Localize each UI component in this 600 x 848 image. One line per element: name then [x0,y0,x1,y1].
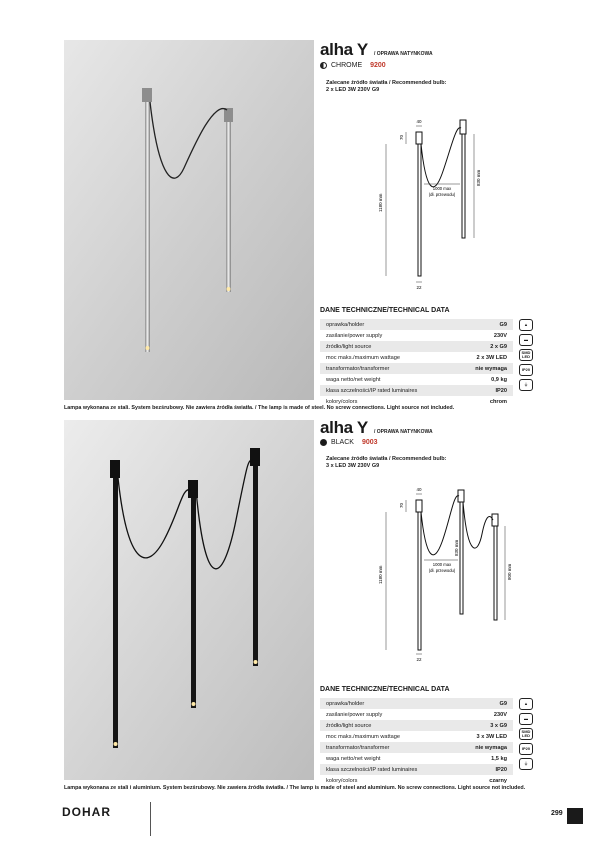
dim-cable-note: (dł. przewodu) [428,568,456,573]
mount-icon: ▲ [519,698,533,710]
table-row: waga netto/net weight 0,9 kg [326,376,507,383]
color-swatch-icon [320,62,327,69]
dim-cable-note: (dł. przewodu) [428,192,456,197]
dim-top: 40 [416,487,422,492]
table-row: oprawka/holder G9 [320,698,513,709]
product-type: / OPRAWA NATYNKOWA [373,51,433,57]
table-row: transformator/transformer nie wymaga [320,742,513,753]
technical-drawing [362,480,532,670]
tech-data-table [320,698,513,786]
footer-divider [150,802,151,836]
product-type: / OPRAWA NATYNKOWA [373,429,433,435]
table-row: kolory/colors czarny [326,777,507,784]
product-title: alha Y [320,40,368,59]
dim-left: 70 [399,502,404,508]
product-photo-black [64,420,314,780]
table-row: zasilanie/power supply 230V [326,711,507,718]
table-row: moc maks./maximum wattage 2 x 3W LED [326,354,507,361]
table-row: klasa szczelności/IP rated luminaires IP20 [320,764,513,775]
color-code: 9200 [370,62,386,69]
product-caption: Lampa wykonana ze stali. System bezśrubowy. Nie zawiera źródła światła. / The lamp is made of steel. No screw connections. Light source not included. [64,405,455,411]
dim-height: 1180 mm [378,193,383,212]
ip20-icon: IP20 [519,743,533,755]
technical-drawing [362,112,532,292]
product-photo-chrome [64,40,314,400]
ip20-icon: IP20 [519,364,533,376]
ground-icon: ⏚ [519,758,533,770]
dim-mid: 830 mm [454,539,459,556]
mount-icon: ▲ [519,319,533,331]
color-name: BLACK [331,439,354,446]
dim-bottom: 22 [416,657,422,662]
table-row: waga netto/net weight 1,5 kg [326,755,507,762]
table-row: oprawka/holder G9 [320,319,513,330]
table-row: moc maks./maximum wattage 3 x 3W LED [326,733,507,740]
bulb-label: Zalecane źródło światła / Recommended bulb: [326,456,447,462]
led-icon: SMD LED [519,728,533,740]
product-title: alha Y [320,418,368,437]
dim-cable: 1000 max [432,562,452,567]
ground-icon: ⏚ [519,379,533,391]
holder-icon: ▬ [519,713,533,725]
tech-data-table [320,319,513,407]
table-row: źródło/light source 2 x G9 [320,341,513,352]
table-row: zasilanie/power supply 230V [326,332,507,339]
dim-cable: 1000 max [432,186,452,191]
product-caption: Lampa wykonana ze stali i aluminium. System bezśrubowy. Nie zawiera źródła światła. / The lamp is made of steel and aluminium. No screw connections. Light source not included. [64,785,526,791]
dim-height: 1180 mm [378,565,383,584]
dim-top: 40 [416,119,422,124]
dim-bottom: 22 [416,285,422,290]
holder-icon: ▬ [519,334,533,346]
tech-data-title: DANE TECHNICZNE/TECHNICAL DATA [320,307,450,314]
bulb-value: 2 x LED 3W 230V G9 [326,87,380,93]
dim-right: 830 mm [476,169,481,186]
table-row: transformator/transformer nie wymaga [320,363,513,374]
page-number: 299 [551,810,563,817]
tech-data-title: DANE TECHNICZNE/TECHNICAL DATA [320,686,450,693]
bulb-label: Zalecane źródło światła / Recommended bulb: [326,80,447,86]
table-row: klasa szczelności/IP rated luminaires IP20 [320,385,513,396]
color-name: CHROME [331,62,363,69]
color-code: 9003 [361,439,378,446]
led-icon: SMD LED [519,349,533,361]
dim-right: 800 mm [507,563,512,580]
table-row: źródło/light source 3 x G9 [320,720,513,731]
page-marker [567,808,583,824]
table-row: kolory/colors chrom [326,398,507,405]
bulb-value: 3 x LED 3W 230V G9 [326,463,380,469]
dim-left: 70 [399,134,404,140]
color-swatch-icon [320,439,327,446]
brand-logo: DOHAR [62,805,111,819]
